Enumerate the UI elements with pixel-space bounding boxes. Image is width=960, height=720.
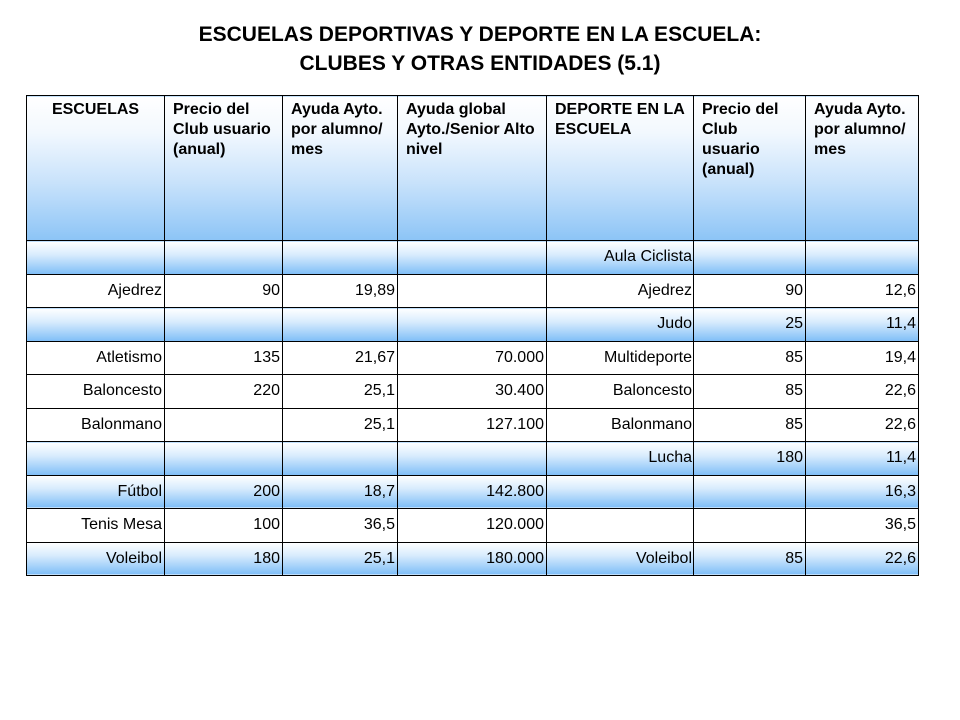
cell-precio-escuela: 220 (165, 375, 283, 409)
table-row (27, 274, 919, 308)
cell-ayuda-escuela: 25,1 (283, 408, 398, 442)
table-row (27, 408, 919, 442)
cell-ayuda-deporte: 22,6 (806, 408, 919, 442)
cell-precio-escuela (165, 241, 283, 275)
cell-ayuda-deporte: 16,3 (806, 475, 919, 509)
cell-ayuda-global: 142.800 (398, 475, 547, 509)
cell-precio-deporte: 85 (694, 375, 806, 409)
cell-deporte: Aula Ciclista (547, 241, 694, 275)
cell-ayuda-escuela: 36,5 (283, 509, 398, 543)
cell-ayuda-global (398, 442, 547, 476)
cell-ayuda-deporte: 12,6 (806, 274, 919, 308)
table-row (27, 341, 919, 375)
cell-deporte: Multideporte (547, 341, 694, 375)
table-row (27, 475, 919, 509)
cell-precio-deporte: 90 (694, 274, 806, 308)
cell-escuela: Baloncesto (27, 375, 165, 409)
header-precio-club-deporte: Precio del Club usuario (anual) (694, 96, 806, 241)
table-row (27, 375, 919, 409)
cell-precio-escuela (165, 308, 283, 342)
cell-escuela: Fútbol (27, 475, 165, 509)
cell-precio-escuela: 135 (165, 341, 283, 375)
cell-escuela: Balonmano (27, 408, 165, 442)
cell-escuela (27, 241, 165, 275)
cell-ayuda-deporte: 11,4 (806, 308, 919, 342)
cell-deporte: Ajedrez (547, 274, 694, 308)
table-row (27, 509, 919, 543)
cell-deporte (547, 475, 694, 509)
cell-ayuda-deporte: 22,6 (806, 375, 919, 409)
cell-ayuda-escuela (283, 442, 398, 476)
cell-precio-escuela (165, 408, 283, 442)
cell-precio-deporte (694, 475, 806, 509)
cell-ayuda-escuela: 18,7 (283, 475, 398, 509)
cell-escuela (27, 308, 165, 342)
table-row (27, 442, 919, 476)
cell-ayuda-global: 180.000 (398, 542, 547, 576)
table-row (27, 241, 919, 275)
cell-ayuda-deporte: 11,4 (806, 442, 919, 476)
header-deporte-escuela: DEPORTE EN LA ESCUELA (547, 96, 694, 241)
cell-ayuda-escuela: 25,1 (283, 375, 398, 409)
table-row (27, 542, 919, 576)
header-precio-club-escuelas: Precio del Club usuario (anual) (165, 96, 283, 241)
cell-ayuda-global (398, 274, 547, 308)
cell-deporte: Judo (547, 308, 694, 342)
cell-ayuda-global (398, 308, 547, 342)
sports-schools-table (26, 95, 919, 576)
cell-ayuda-escuela (283, 241, 398, 275)
cell-precio-deporte: 85 (694, 341, 806, 375)
header-ayuda-global: Ayuda global Ayto./Senior Alto nivel (398, 96, 547, 241)
page-subtitle: CLUBES Y OTRAS ENTIDADES (5.1) (299, 52, 661, 75)
cell-deporte: Baloncesto (547, 375, 694, 409)
cell-deporte: Lucha (547, 442, 694, 476)
cell-ayuda-deporte: 19,4 (806, 341, 919, 375)
cell-precio-deporte: 85 (694, 542, 806, 576)
cell-ayuda-deporte: 22,6 (806, 542, 919, 576)
header-escuelas: ESCUELAS (27, 96, 165, 241)
cell-precio-escuela: 200 (165, 475, 283, 509)
cell-ayuda-deporte: 36,5 (806, 509, 919, 543)
cell-ayuda-escuela: 25,1 (283, 542, 398, 576)
cell-ayuda-deporte (806, 241, 919, 275)
header-ayuda-alumno-escuelas: Ayuda Ayto. por alumno/ mes (283, 96, 398, 241)
table-row (27, 308, 919, 342)
table-header-row (27, 96, 919, 241)
cell-precio-deporte: 180 (694, 442, 806, 476)
cell-ayuda-escuela (283, 308, 398, 342)
cell-deporte: Voleibol (547, 542, 694, 576)
cell-escuela (27, 442, 165, 476)
cell-ayuda-escuela: 21,67 (283, 341, 398, 375)
page-title: ESCUELAS DEPORTIVAS Y DEPORTE EN LA ESCUELA: (198, 23, 762, 46)
cell-escuela: Atletismo (27, 341, 165, 375)
cell-precio-escuela: 180 (165, 542, 283, 576)
cell-precio-escuela: 100 (165, 509, 283, 543)
cell-ayuda-global: 30.400 (398, 375, 547, 409)
cell-precio-escuela: 90 (165, 274, 283, 308)
cell-ayuda-global (398, 241, 547, 275)
cell-deporte: Balonmano (547, 408, 694, 442)
cell-precio-escuela (165, 442, 283, 476)
cell-precio-deporte: 85 (694, 408, 806, 442)
cell-ayuda-global: 120.000 (398, 509, 547, 543)
cell-escuela: Voleibol (27, 542, 165, 576)
cell-ayuda-escuela: 19,89 (283, 274, 398, 308)
header-ayuda-alumno-deporte: Ayuda Ayto. por alumno/ mes (806, 96, 919, 241)
cell-precio-deporte: 25 (694, 308, 806, 342)
cell-precio-deporte (694, 241, 806, 275)
cell-precio-deporte (694, 509, 806, 543)
cell-escuela: Ajedrez (27, 274, 165, 308)
cell-ayuda-global: 70.000 (398, 341, 547, 375)
cell-deporte (547, 509, 694, 543)
cell-ayuda-global: 127.100 (398, 408, 547, 442)
cell-escuela: Tenis Mesa (27, 509, 165, 543)
